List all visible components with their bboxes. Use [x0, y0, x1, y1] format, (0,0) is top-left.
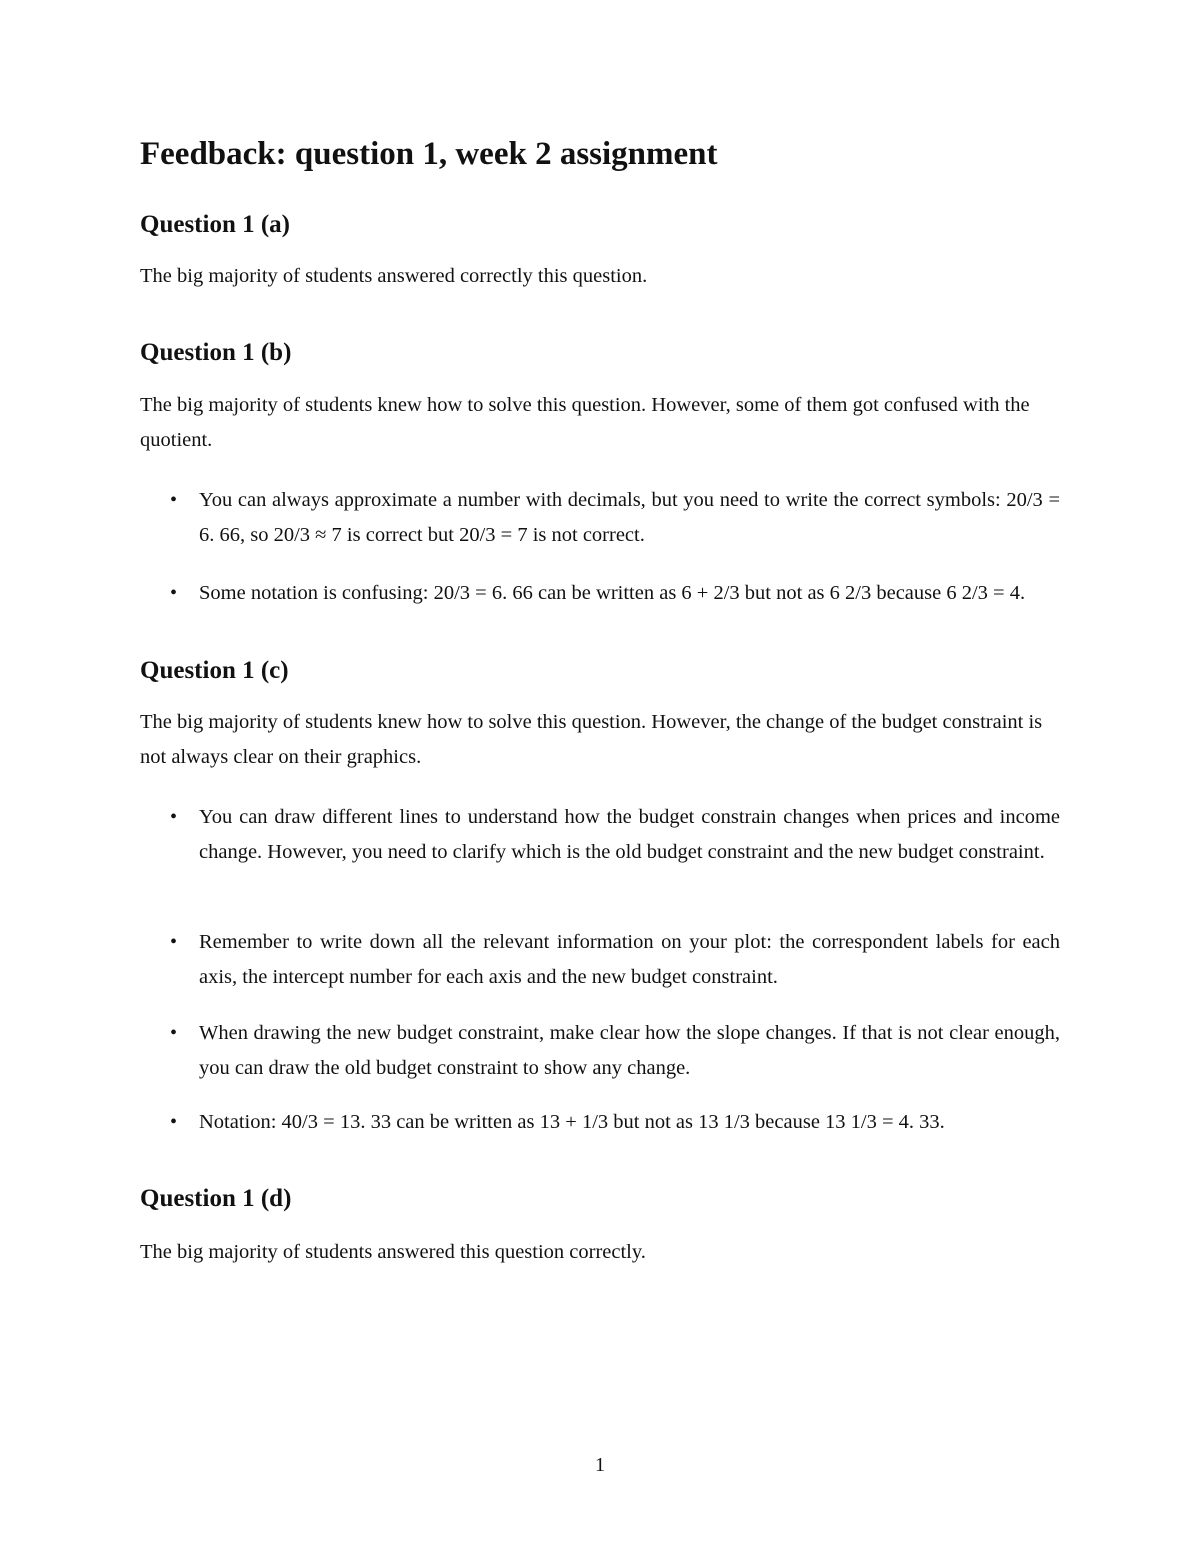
bullet-text: You can always approximate a number with decimals, but you need to write the correct symbols: 20/3 = 6. 66, so 20/3 ≈ 7 is correct but 20/3 = 7 is not correct. — [199, 489, 1060, 546]
bullet-text: Some notation is confusing: 20/3 = 6. 66 can be written as 6 + 2/3 but not as 6 2/3 because 6 2/3 = 4. — [199, 582, 1026, 604]
bullet-icon: • — [170, 489, 178, 511]
bullet-icon: • — [170, 1111, 178, 1133]
bullet-text: Notation: 40/3 = 13. 33 can be written as 13 + 1/3 but not as 13 1/3 because 13 1/3 = 4. 33. — [199, 1111, 945, 1133]
section-heading-1d: Question 1 (d) — [140, 1185, 292, 1212]
bullet-icon: • — [170, 806, 178, 828]
section-1b-paragraph: The big majority of students knew how to solve this question. However, some of them got confused with the quotient. — [140, 394, 1030, 451]
section-1d-paragraph: The big majority of students answered this question correctly. — [140, 1241, 646, 1263]
document-title: Feedback: question 1, week 2 assignment — [140, 136, 718, 172]
bullet-icon: • — [170, 582, 178, 604]
bullet-text: You can draw different lines to understand how the budget constrain changes when prices and income change. However, you need to clarify which is the old budget constraint and the new budget constraint. — [199, 806, 1060, 863]
section-1c-paragraph: The big majority of students knew how to solve this question. However, the change of the budget constraint is not always clear on their graphics. — [140, 711, 1043, 768]
page-number: 1 — [595, 1454, 605, 1476]
section-1a-paragraph: The big majority of students answered correctly this question. — [140, 265, 648, 287]
bullet-icon: • — [170, 1022, 178, 1044]
section-heading-1c: Question 1 (c) — [140, 657, 289, 684]
bullet-text: Remember to write down all the relevant information on your plot: the correspondent labels for each axis, the intercept number for each axis and the new budget constraint. — [199, 931, 1060, 988]
bullet-icon: • — [170, 931, 178, 953]
section-heading-1a: Question 1 (a) — [140, 211, 290, 238]
section-heading-1b: Question 1 (b) — [140, 339, 292, 366]
bullet-text: When drawing the new budget constraint, make clear how the slope changes. If that is not clear enough, you can draw the old budget constraint to show any change. — [199, 1022, 1060, 1079]
